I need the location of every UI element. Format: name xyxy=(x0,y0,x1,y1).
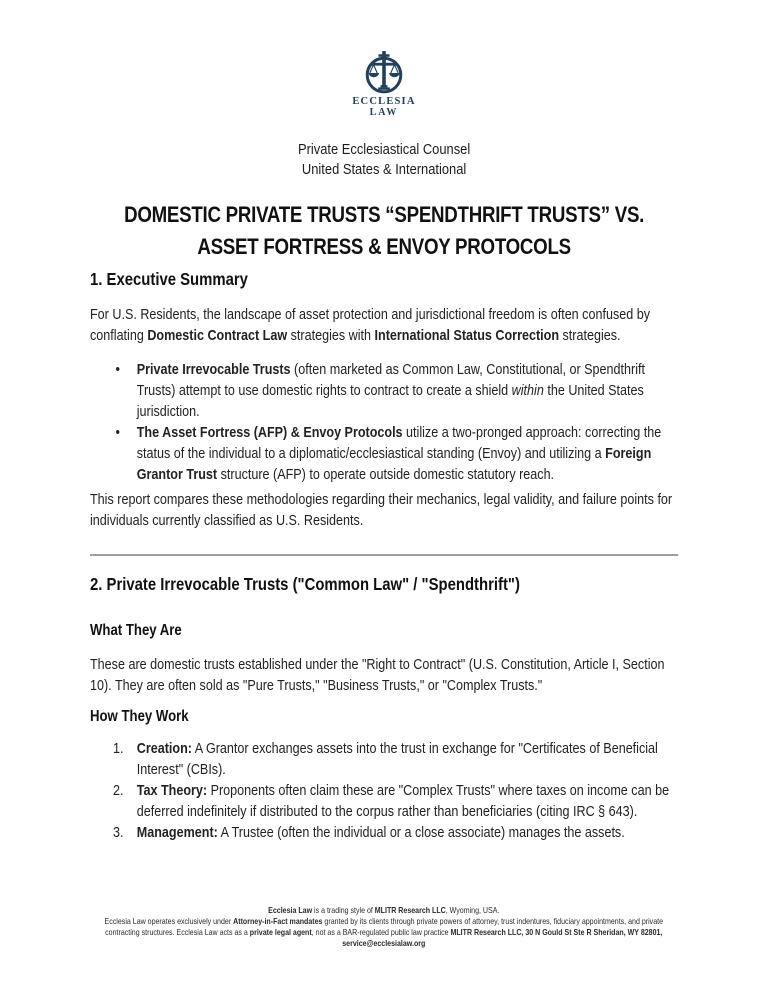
exec-paragraph-1: For U.S. Residents, the landscape of asset protection and jurisdictional freedom is often confused by conflating Domestic Contract Law strategies with International Status Correction strategies. xyxy=(90,307,651,344)
letterhead-subtitle xyxy=(90,140,678,180)
exec-bullet-list xyxy=(90,360,678,486)
document-title-line-2: ASSET FORTRESS & ENVOY PROTOCOLS xyxy=(197,234,571,259)
trusts-description-paragraph: These are domestic trusts established under the "Right to Contract" (U.S. Constitution, Article I, Section 10). They are often sold as "Pure Trusts," "Business Trusts," or "Complex Trusts." xyxy=(90,657,665,694)
section-heading-private-irrevocable-trusts: 2. Private Irrevocable Trusts ("Common Law" / "Spendthrift") xyxy=(90,574,520,594)
exec-paragraph-2: This report compares these methodologies regarding their mechanics, legal validity, and failure points for individuals currently classified as U.S. Residents. xyxy=(90,492,673,529)
subtitle-line-2: United States & International xyxy=(301,161,467,178)
document-title-line-1: DOMESTIC PRIVATE TRUSTS “SPENDTHRIFT TRUSTS” VS. xyxy=(124,202,645,227)
footer-trading-style-line: Ecclesia Law is a trading style of MLITR Research LLC, Wyoming, USA. xyxy=(268,905,500,915)
page-footer xyxy=(0,905,768,949)
subheading-what-they-are: What They Are xyxy=(90,622,182,639)
bullet-item-asset-fortress-envoy: • The Asset Fortress (AFP) & Envoy Protocols utilize a two-pronged approach: correcting the status of the individual to a diplomatic/ecclesiastical standing (Envoy) and utilizing a Foreign Grantor Trust structure (AFP) to operate outside domestic statutory reach. xyxy=(137,423,678,486)
subheading-how-they-work: How They Work xyxy=(90,708,189,725)
section-heading-executive-summary: 1. Executive Summary xyxy=(90,269,248,289)
letterhead-logo xyxy=(0,50,768,118)
footer-disclaimer-paragraph: Ecclesia Law operates exclusively under Attorney-in-Fact mandates granted by its clients through private powers of attorney, trust indentures, fiduciary appointments, and private contracting structures. Ecclesia Law acts as a private legal agent, not as a BAR-regulated public law practice MLITR Research LLC, 30 N Gould St Ste R Sheridan, WY 82801, service@ecclesialaw.org xyxy=(104,916,663,948)
how-they-work-list xyxy=(90,739,678,844)
numbered-item-creation: Creation: A Grantor exchanges assets into the trust in exchange for "Certificates of Beneficial Interest" (CBIs). xyxy=(136,741,658,778)
logo-wordmark-law: LAW xyxy=(369,107,399,118)
numbered-item-management: Management: A Trustee (often the individual or a close associate) manages the assets. xyxy=(136,825,625,841)
section-divider xyxy=(90,554,678,556)
logo-wordmark xyxy=(0,96,768,118)
numbered-item-tax-theory: Tax Theory: Proponents often claim these are "Complex Trusts" where taxes on income can be deferred indefinitely if distributed to the corpus rather than beneficiaries (citing IRC § 643). xyxy=(136,783,670,820)
bullet-item-private-irrevocable-trusts: • Private Irrevocable Trusts (often marketed as Common Law, Constitutional, or Spendthrift Trusts) attempt to use domestic rights to contract to create a shield within the United States jurisdiction. xyxy=(137,360,678,423)
document-title xyxy=(90,199,678,263)
scales-of-justice-cross-icon xyxy=(363,50,405,94)
subtitle-line-1: Private Ecclesiastical Counsel xyxy=(297,141,471,158)
logo-wordmark-ecclesia: ECCLESIA xyxy=(352,96,416,107)
document-body xyxy=(90,140,678,844)
